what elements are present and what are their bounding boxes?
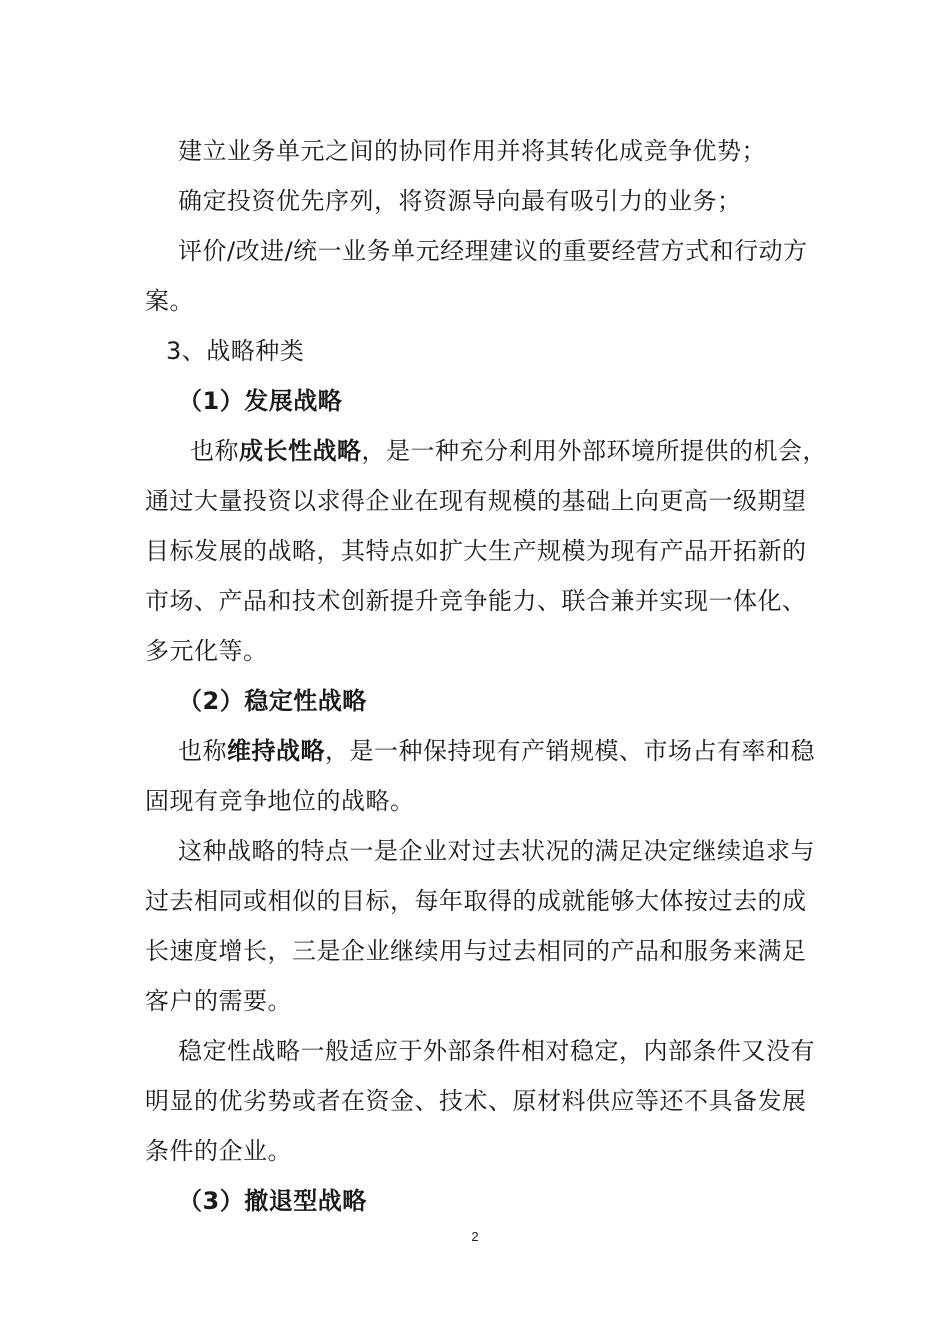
para-rest: ，是一种充分利用外部环境所提供的机会， <box>361 437 827 465</box>
bold-term: 成长性战略 <box>239 437 362 465</box>
para-prefix: 也称 <box>178 737 227 765</box>
text-line: 长速度增长，三是企业继续用与过去相同的产品和服务来满足 <box>145 937 807 965</box>
text-line: 客户的需要。 <box>145 987 292 1015</box>
text-line: 市场、产品和技术创新提升竞争能力、联合兼并实现一体化、 <box>145 587 807 615</box>
paragraph-line <box>190 436 827 466</box>
text-line: 过去相同或相似的目标，每年取得的成就能够大体按过去的成 <box>145 887 807 915</box>
text-line: 建立业务单元之间的协同作用并将其转化成竞争优势； <box>178 137 766 165</box>
text-line: 评价/改进/统一业务单元经理建议的重要经营方式和行动方 <box>178 237 808 265</box>
para-rest: ，是一种保持现有产销规模、市场占有率和稳 <box>325 737 815 765</box>
para-prefix: 也称 <box>190 437 239 465</box>
heading-development-strategy: （1）发展战略 <box>178 387 343 415</box>
page-number: 2 <box>471 1229 479 1244</box>
text-line: 多元化等。 <box>145 637 268 665</box>
text-line: 明显的优劣势或者在资金、技术、原材料供应等还不具备发展 <box>145 1087 807 1115</box>
text-line: 案。 <box>145 287 194 315</box>
heading-stability-strategy: （2）稳定性战略 <box>178 687 367 715</box>
text-line: 通过大量投资以求得企业在现有规模的基础上向更高一级期望 <box>145 487 807 515</box>
text-line: 条件的企业。 <box>145 1137 292 1165</box>
paragraph-line <box>178 736 815 766</box>
text-line: 固现有竞争地位的战略。 <box>145 787 415 815</box>
section-title: 3、战略种类 <box>166 337 305 365</box>
text-line: 目标发展的战略，其特点如扩大生产规模为现有产品开拓新的 <box>145 537 807 565</box>
text-line: 确定投资优先序列，将资源导向最有吸引力的业务； <box>178 187 742 215</box>
bold-term: 维持战略 <box>227 737 325 765</box>
heading-retreat-strategy: （3）撤退型战略 <box>178 1187 367 1215</box>
text-line: 稳定性战略一般适应于外部条件相对稳定，内部条件又没有 <box>178 1037 815 1065</box>
text-line: 这种战略的特点一是企业对过去状况的满足决定继续追求与 <box>178 837 815 865</box>
